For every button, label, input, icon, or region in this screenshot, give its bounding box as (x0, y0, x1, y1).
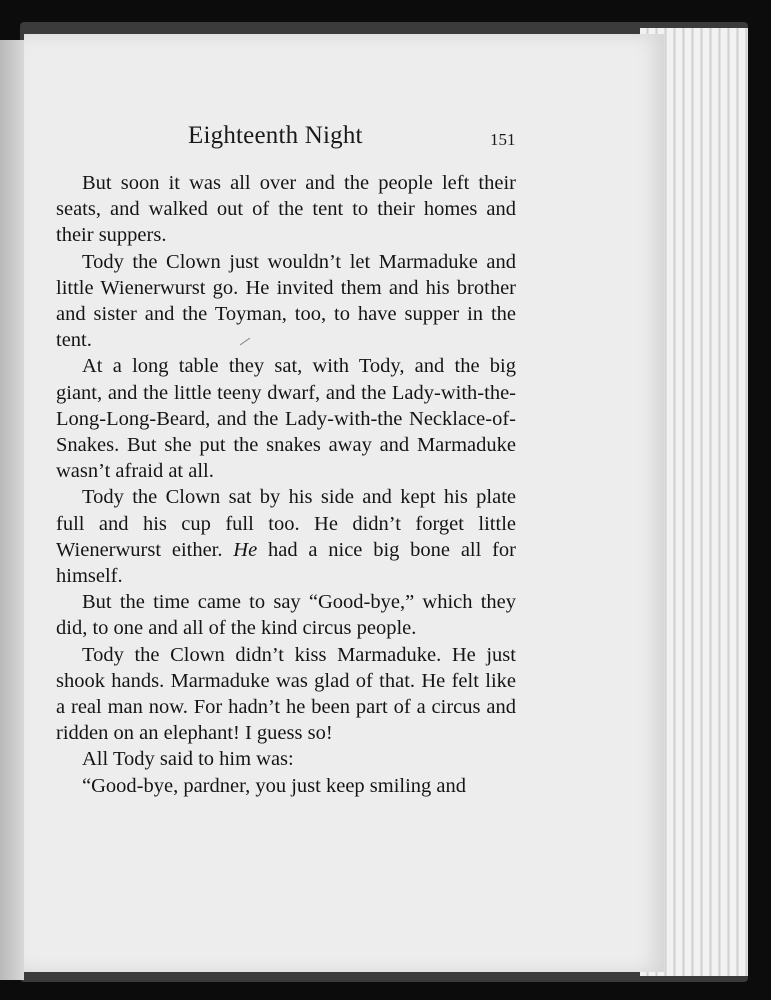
page-header (24, 122, 664, 162)
facing-page-edge (0, 40, 24, 980)
paragraph (56, 484, 516, 589)
paragraph-text: Tody the Clown sat by his side and kept his plate full and his cup full too. He didn’t forget little Wienerwurst either. (56, 486, 516, 561)
paragraph: But soon it was all over and the people left their seats, and walked out of the tent to their homes and their suppers. (56, 172, 516, 247)
paragraph: All Tody said to him was: (82, 748, 294, 771)
paragraph: But the time came to say “Good-bye,” which they did, to one and all of the kind circus people. (56, 591, 516, 640)
running-title: Eighteenth Night (188, 122, 363, 149)
body-text (56, 170, 516, 799)
paragraph-text: had a nice big bone all for himself. (56, 538, 516, 588)
paragraph: Tody the Clown just wouldn’t let Marmaduke and little Wienerwurst go. He invited them and his brother and sister and the Toyman, too, to have supper in the tent. (56, 250, 516, 352)
emphasis: He (233, 538, 258, 561)
page-number: 151 (490, 130, 516, 149)
paragraph: “Good-bye, pardner, you just keep smiling and (82, 774, 467, 797)
paragraph: Tody the Clown didn’t kiss Marmaduke. He just shook hands. Marmaduke was glad of that. He felt like a real man now. For hadn’t he been part of a circus and ridden on an elephant! I guess so! (56, 643, 516, 745)
paragraph: At a long table they sat, with Tody, and the big giant, and the little teeny dwarf, and the Lady-with-the-Long-Long-Beard, and the Lady-with-the Necklace-of-Snakes. But she put the snakes away and Marmaduke wasn’t afraid at all. (56, 355, 516, 483)
book-page (24, 34, 664, 972)
